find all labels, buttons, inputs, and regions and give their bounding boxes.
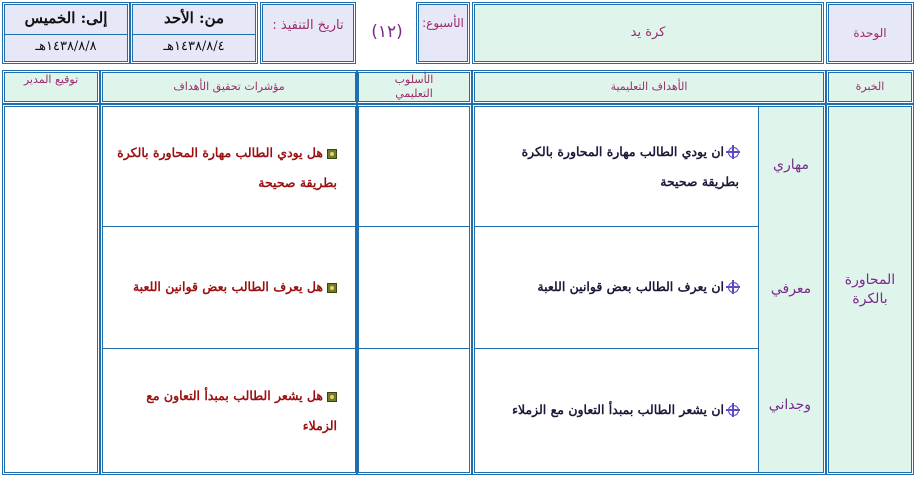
objective-row-1: [485, 137, 739, 197]
domain-2: معرفي: [770, 281, 812, 297]
to-label: إلى: الخميس: [24, 9, 108, 27]
col-experience: [828, 72, 912, 102]
to-date-cell: [4, 4, 128, 62]
flower-bullet-icon: [327, 283, 337, 293]
col-objectives: [474, 72, 824, 102]
crosshair-bullet-icon: [728, 405, 739, 416]
week-number: (١٢): [371, 22, 403, 42]
indicator-row-1: [115, 138, 337, 198]
from-date-cell: [132, 4, 256, 62]
crosshair-bullet-icon: [728, 147, 739, 158]
objective-text-1: ان يودي الطالب مهارة المحاورة بالكرة بطريقة صحيحة: [521, 144, 739, 189]
exec-date-label: تاريخ التنفيذ :: [272, 18, 344, 33]
week-number-cell: [358, 4, 416, 62]
col-indicators: [102, 72, 356, 102]
domain-3: وجداني: [768, 397, 811, 413]
experience-cell: [828, 106, 912, 473]
week-label-cell: [418, 4, 468, 62]
col-manager-signature: [4, 72, 98, 102]
to-date-value: ١٤٣٨/٨/٨هـ: [35, 39, 97, 54]
col-manager-signature-label: توقيع المدير: [23, 73, 79, 86]
col-method: [358, 72, 470, 102]
flower-bullet-icon: [327, 392, 337, 402]
col-method-label: الأسلوب التعليمي: [394, 73, 434, 100]
indicator-text-2: هل يعرف الطالب بعض قوانين اللعبة: [132, 279, 323, 294]
from-date-value: ١٤٣٨/٨/٤هـ: [163, 39, 225, 54]
indicator-text-1: هل يودي الطالب مهارة المحاورة بالكرة بطريقة صحيحة: [117, 145, 337, 190]
experience-value: المحاورة بالكرة: [844, 272, 896, 307]
crosshair-bullet-icon: [728, 282, 739, 293]
method-column: [358, 106, 470, 473]
indicator-row-2: [115, 272, 337, 302]
unit-value: كرة يد: [630, 25, 666, 40]
week-label: الأسبوع:: [422, 16, 464, 30]
col-objectives-label: الأهداف التعليمية: [610, 80, 688, 93]
unit-label: الوحدة: [853, 26, 887, 40]
indicator-row-3: [115, 381, 337, 441]
indicators-column: [102, 106, 356, 473]
objectives-column: [474, 106, 824, 473]
unit-value-cell: [474, 4, 822, 62]
objective-row-3: [485, 395, 739, 425]
exec-date-label-cell: [262, 4, 354, 62]
domain-1: مهاري: [773, 157, 809, 173]
col-indicators-label: مؤشرات تحقيق الأهداف: [173, 80, 285, 93]
flower-bullet-icon: [327, 149, 337, 159]
from-label: من: الأحد: [163, 9, 225, 27]
indicator-text-3: هل يشعر الطالب بمبدأ التعاون مع الزملاء: [146, 388, 337, 433]
objective-text-2: ان يعرف الطالب بعض قوانين اللعبة: [537, 279, 724, 294]
objective-row-2: [485, 272, 739, 302]
manager-signature-cell[interactable]: [4, 106, 98, 473]
col-experience-label: الخبرة: [855, 80, 885, 93]
objective-text-3: ان يشعر الطالب بمبدأ التعاون مع الزملاء: [512, 402, 724, 417]
unit-label-cell: [828, 4, 912, 62]
